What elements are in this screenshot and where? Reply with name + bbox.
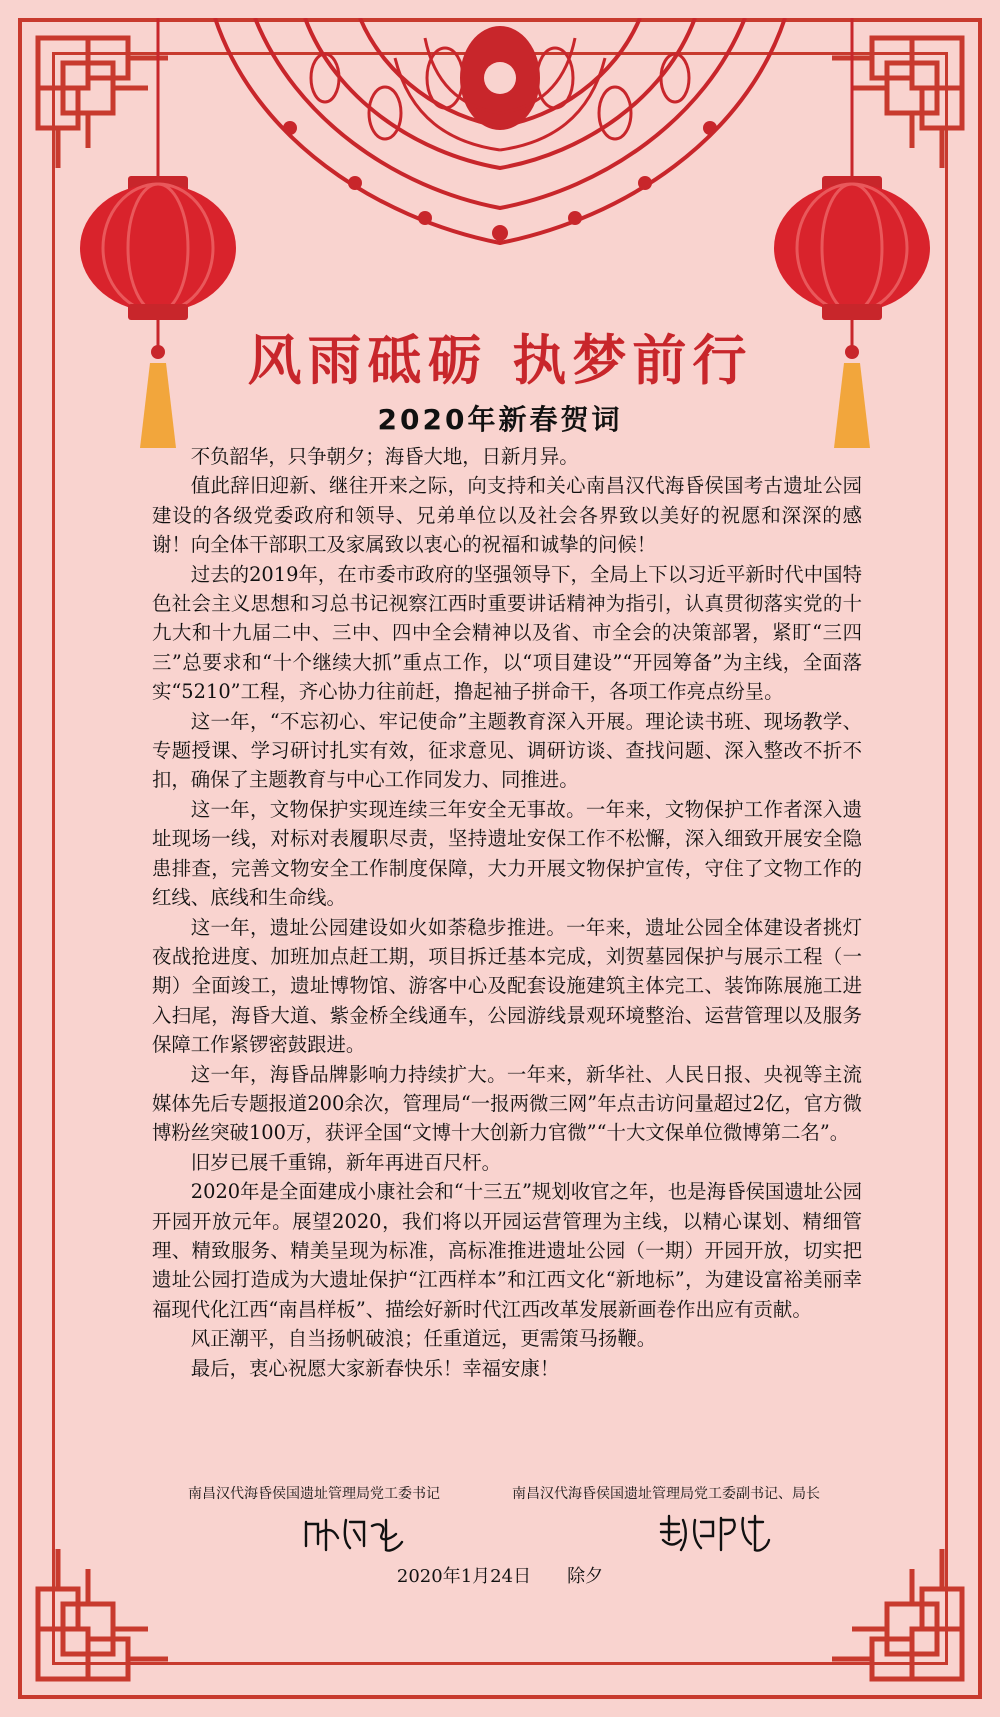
paragraph: 最后，衷心祝愿大家新春快乐！幸福安康！ [190, 1356, 560, 1380]
paragraph: 2020年是全面建成小康社会和“十三五”规划收官之年，也是海昏侯国遗址公园开园开放元年。展望2020，我们将以开园运营管理为主线，以精心谋划、精细管理、精致服务、精美呈现为标准，高标准推进遗址公园（一期）开园开放，切实把遗址公园打造成为大遗址保护“江西样本”和江西文化“新地标”，为建设富裕美丽幸福现代化江西“南昌样板”、描绘好新时代江西改革发展新画卷作出应有贡献。 [152, 1180, 862, 1321]
signatory-right-title: 南昌汉代海昏侯国遗址管理局党工委副书记、局长 [512, 1486, 820, 1502]
occasion-text: 除夕 [567, 1566, 604, 1587]
paragraph: 这一年，海昏品牌影响力持续扩大。一年来，新华社、人民日报、央视等主流媒体先后专题报道200余次，管理局“一报两微三网”年点击访问量超过2亿，官方微博粉丝突破100万，获评全国“文博十大创新力官微”“十大文保单位微博第二名”。 [152, 1062, 862, 1145]
page-subtitle: 2020年新春贺词 [377, 403, 623, 436]
corner-knot-bottom-right [812, 1529, 982, 1699]
paragraph: 值此辞旧迎新、继往开来之际，向支持和关心南昌汉代海昏侯国考古遗址公园建设的各级党委政府和领导、兄弟单位以及社会各界致以美好的祝愿和深深的感谢！向全体干部职工及家属致以衷心的祝福和诚挚的问候！ [152, 474, 862, 557]
paragraph: 旧岁已展千重锦，新年再进百尺杆。 [190, 1150, 502, 1174]
papercut-mandala [195, 18, 805, 258]
signatory-left-title: 南昌汉代海昏侯国遗址管理局党工委书记 [188, 1486, 440, 1502]
paragraph: 这一年，遗址公园建设如火如荼稳步推进。一年来，遗址公园全体建设者挑灯夜战抢进度、加班加点赶工期，项目拆迁基本完成，刘贺墓园保护与展示工程（一期）全面竣工，遗址博物馆、游客中心及配套设施建筑主体完工、装饰陈展施工进入扫尾，海昏大道、紫金桥全线通车，公园游线景观环境整治、运营管理以及服务保障工作紧锣密鼓跟进。 [152, 915, 862, 1057]
signature-right [655, 1510, 775, 1556]
lantern-left [80, 18, 260, 463]
lantern-right [750, 18, 930, 463]
page-title: 风雨砥砺 执梦前行 [247, 329, 753, 392]
paragraph: 这一年，文物保护实现连续三年安全无事故。一年来，文物保护工作者深入遗址现场一线，对标对表履职尽责，坚持遗址安保工作不松懈，深入细致开展安全隐患排查，完善文物安全工作制度保障，大力开展文物保护宣传，守住了文物工作的红线、底线和生命线。 [152, 797, 862, 910]
paragraph: 这一年，“不忘初心、牢记使命”主题教育深入开展。理论读书班、现场教学、专题授课、学习研讨扎实有效，征求意见、调研访谈、查找问题、深入整改不折不扣，确保了主题教育与中心工作同发力、同推进。 [152, 709, 862, 792]
corner-knot-bottom-left [18, 1529, 188, 1699]
paragraph: 不负韶华，只争朝夕；海昏大地，日新月异。 [190, 445, 579, 468]
date-text: 2020年1月24日 [396, 1566, 532, 1587]
signature-left [300, 1512, 410, 1556]
paragraph: 过去的2019年，在市委市政府的坚强领导下，全局上下以习近平新时代中国特色社会主义思想和习总书记视察江西时重要讲话精神为指引，认真贯彻落实党的十九大和十九届二中、三中、四中全会精神以及省、市全会的决策部署，紧盯“三四三”总要求和“十个继续大抓”重点工作，以“项目建设”“开园筹备”为主线，全面落实“5210”工程，齐心协力往前赶，撸起袖子拼命干，各项工作亮点纷呈。 [152, 562, 862, 704]
date-line [0, 1562, 1000, 1588]
greeting-body [152, 442, 862, 1383]
paragraph: 风正潮平，自当扬帆破浪；任重道远，更需策马扬鞭。 [190, 1327, 657, 1351]
